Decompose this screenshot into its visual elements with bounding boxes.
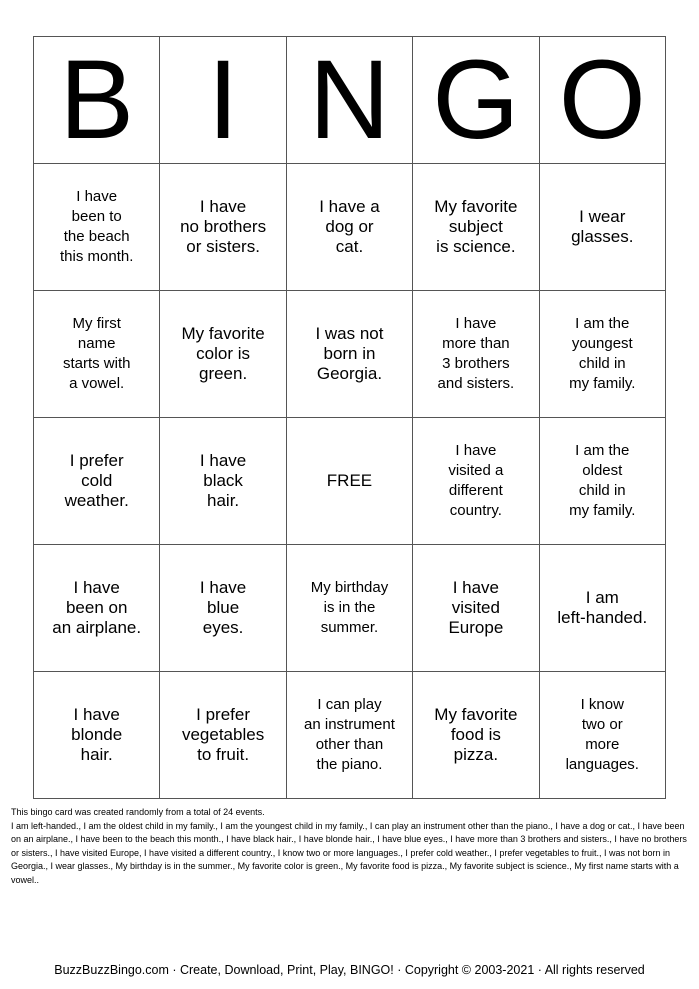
free-space-cell: FREE	[286, 418, 412, 545]
bingo-grid	[34, 164, 666, 799]
bingo-cell: I have a dog or cat.	[286, 164, 412, 291]
bingo-cell: I prefer cold weather.	[34, 418, 160, 545]
bingo-cell: My first name starts with a vowel.	[34, 291, 160, 418]
bingo-cell: My favorite color is green.	[160, 291, 286, 418]
bingo-cell: I have no brothers or sisters.	[160, 164, 286, 291]
bingo-card	[33, 36, 666, 799]
bingo-cell: I have more than 3 brothers and sisters.	[413, 291, 539, 418]
bingo-cell: I have been on an airplane.	[34, 545, 160, 672]
bingo-cell: My favorite food is pizza.	[413, 672, 539, 799]
header-letter-g: G	[413, 37, 539, 164]
header-letter-i: I	[160, 37, 286, 164]
note-summary: This bingo card was created randomly from a total of 24 events.	[11, 807, 265, 817]
bingo-cell: I am the youngest child in my family.	[539, 291, 665, 418]
bingo-cell: My favorite subject is science.	[413, 164, 539, 291]
bingo-cell: My birthday is in the summer.	[286, 545, 412, 672]
bingo-cell: I can play an instrument other than the piano.	[286, 672, 412, 799]
bingo-row	[34, 164, 666, 291]
bingo-row	[34, 672, 666, 799]
bingo-cell: I have visited a different country.	[413, 418, 539, 545]
note-events: I am left-handed., I am the oldest child in my family., I am the youngest child in my family., I can play an instrument other than the piano., I have a dog or cat., I have been on an airplane., I have been to the beach this month., I have black hair., I have blonde hair., I have blue eyes., I have more than 3 brothers and sisters., I have no brothers or sisters., I have visited Europe, I have visited a different country., I know two or more languages., I prefer cold weather., I prefer vegetables to fruit., I was not born in Georgia., I wear glasses., My birthday is in the summer., My favorite color is green., My favorite food is pizza., My favorite subject is science., My first name starts with a vowel..	[11, 820, 687, 885]
bingo-row	[34, 291, 666, 418]
bingo-cell: I prefer vegetables to fruit.	[160, 672, 286, 799]
header-letter-o: O	[539, 37, 665, 164]
bingo-cell: I know two or more languages.	[539, 672, 665, 799]
header-letter-n: N	[286, 37, 412, 164]
bingo-row	[34, 418, 666, 545]
bingo-header-row	[34, 37, 666, 164]
bingo-cell: I am the oldest child in my family.	[539, 418, 665, 545]
bingo-cell: I am left-handed.	[539, 545, 665, 672]
bingo-cell: I have blue eyes.	[160, 545, 286, 672]
bingo-row	[34, 545, 666, 672]
bingo-cell: I have blonde hair.	[34, 672, 160, 799]
card-note	[11, 806, 688, 887]
header-letter-b: B	[34, 37, 160, 164]
bingo-cell: I have black hair.	[160, 418, 286, 545]
footer-copyright: BuzzBuzzBingo.com · Create, Download, Print, Play, BINGO! · Copyright © 2003-2021 · All rights reserved	[54, 963, 645, 977]
bingo-cell: I was not born in Georgia.	[286, 291, 412, 418]
bingo-cell: I wear glasses.	[539, 164, 665, 291]
bingo-cell: I have visited Europe	[413, 545, 539, 672]
bingo-cell: I have been to the beach this month.	[34, 164, 160, 291]
